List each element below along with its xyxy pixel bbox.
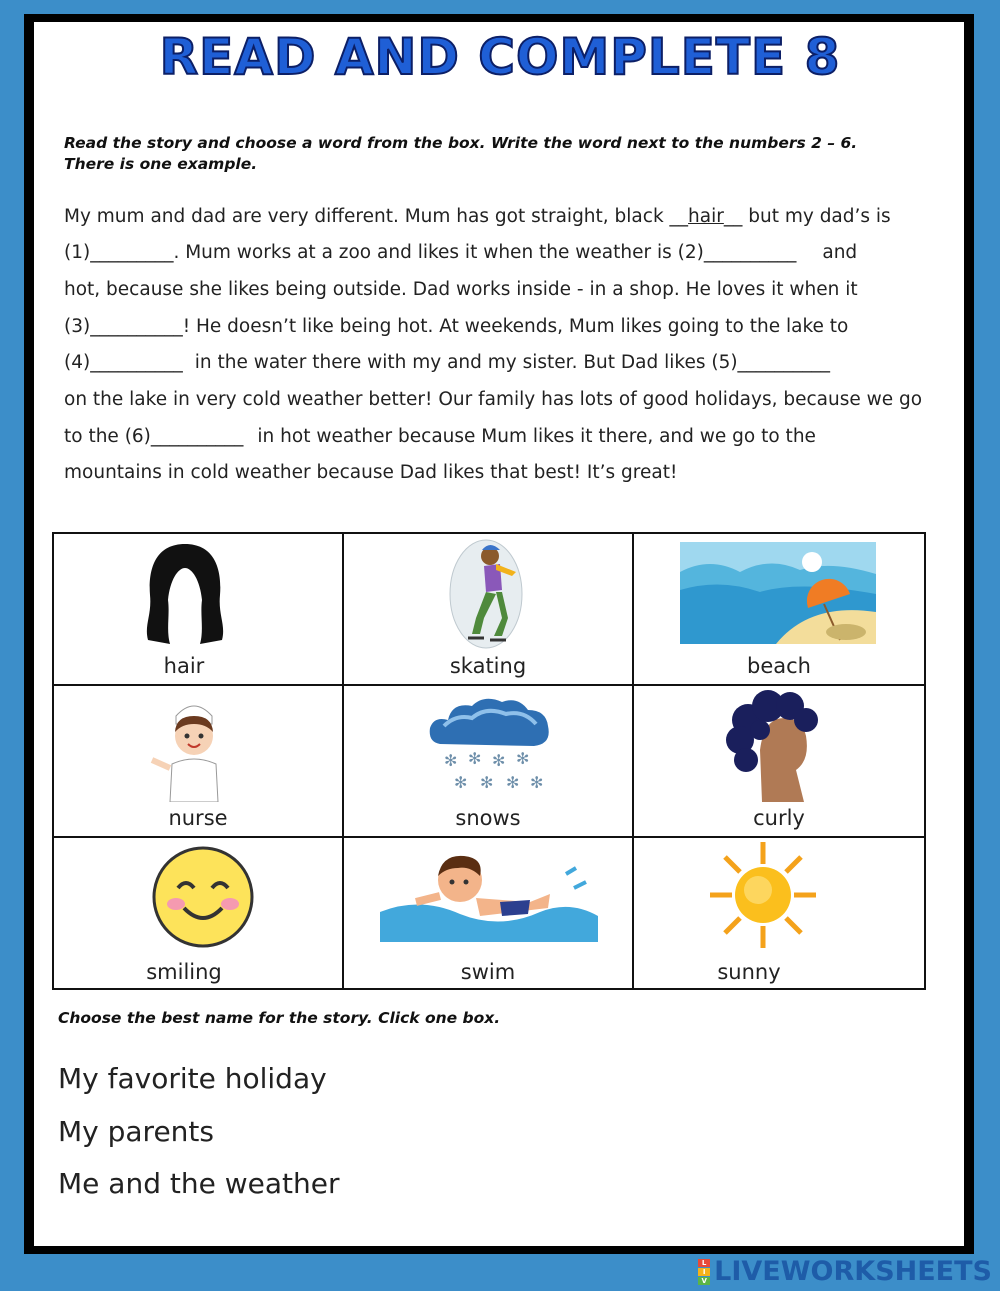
story-line-4[interactable]: (3)__________! He doesn’t like being hot. At weekends, Mum likes going to the lake to: [64, 316, 849, 337]
blank-4[interactable]: (4)__________: [64, 352, 183, 373]
page-title: READ AND COMPLETE 8: [159, 28, 841, 86]
word-label: snows: [455, 806, 521, 830]
hair-icon: [140, 540, 230, 650]
word-label: hair: [163, 654, 205, 678]
word-cell-curly: [634, 686, 924, 838]
option-my-favorite-holiday[interactable]: My favorite holiday: [58, 1062, 327, 1095]
story-line-5: [64, 352, 830, 373]
word-label: curly: [753, 806, 805, 830]
svg-text:✻: ✻: [530, 773, 544, 792]
instructions-line-2: There is one example.: [64, 155, 258, 173]
word-cell-smiling: [54, 838, 344, 990]
word-cell-skating: [344, 534, 634, 686]
word-cell-beach: [634, 534, 924, 686]
word-label: skating: [449, 654, 527, 678]
word-cell-sunny: [634, 838, 924, 990]
svg-text:✻: ✻: [492, 751, 506, 770]
word-label: nurse: [168, 806, 228, 830]
blank-1-2[interactable]: (1)_________. Mum works at a zoo and likes it when the weather is (2)__________: [64, 242, 797, 263]
logo-block: V: [698, 1277, 710, 1285]
story-text-segment: and: [822, 242, 858, 263]
logo-blocks: [698, 1259, 710, 1285]
option-my-parents[interactable]: My parents: [58, 1115, 214, 1148]
word-cell-snows: [344, 686, 634, 838]
story-line-3: hot, because she likes being outside. Dad works inside - in a shop. He loves it when it: [64, 279, 858, 300]
story-line-8: mountains in cold weather because Dad likes that best! It’s great!: [64, 462, 678, 483]
liveworksheets-logo: [698, 1256, 992, 1287]
story-text-segment: __ but my dad’s is: [723, 206, 891, 227]
choose-title-prompt: Choose the best name for the story. Click one box.: [58, 1009, 501, 1027]
word-label: smiling: [146, 960, 222, 984]
curly-hair-icon: [724, 690, 820, 802]
sun-icon: [708, 840, 818, 950]
story-line-2: [64, 242, 857, 263]
word-cell-hair: [54, 534, 344, 686]
instructions: [64, 133, 944, 175]
swimmer-icon: [380, 846, 598, 942]
story-line-6: on the lake in very cold weather better! Our family has lots of good holidays, because we go: [64, 389, 923, 410]
story-text-segment: My mum and dad are very different. Mum has got straight, black __: [64, 206, 689, 227]
logo-text: LIVEWORKSHEETS: [714, 1256, 992, 1287]
blank-5[interactable]: in the water there with my and my sister. But Dad likes (5)__________: [194, 352, 831, 373]
word-label: beach: [747, 654, 811, 678]
smiley-icon: [150, 844, 256, 950]
skater-icon: [446, 538, 526, 650]
instructions-line-1: Read the story and choose a word from the box. Write the word next to the numbers 2 – 6.: [64, 134, 858, 152]
word-box: [52, 532, 926, 990]
story-text-segment: in hot weather because Mum likes it there, and we go to the: [257, 426, 816, 447]
word-label: sunny: [717, 960, 781, 984]
svg-text:✻: ✻: [444, 751, 458, 770]
beach-icon: [680, 542, 876, 644]
story-line-7: [64, 426, 816, 447]
option-me-and-the-weather[interactable]: Me and the weather: [58, 1167, 340, 1200]
example-answer: hair: [688, 206, 724, 227]
snow-cloud-icon: [426, 694, 552, 794]
logo-block: I: [698, 1268, 710, 1276]
word-label: swim: [460, 960, 516, 984]
svg-text:✻: ✻: [480, 773, 494, 792]
logo-block: L: [698, 1259, 710, 1267]
nurse-icon: [146, 694, 242, 802]
blank-6[interactable]: to the (6)__________: [64, 426, 244, 447]
svg-text:✻: ✻: [468, 749, 482, 768]
story-line-1: [64, 206, 891, 227]
word-cell-nurse: [54, 686, 344, 838]
svg-text:✻: ✻: [516, 749, 530, 768]
word-cell-swim: [344, 838, 634, 990]
svg-text:✻: ✻: [454, 773, 468, 792]
svg-text:✻: ✻: [506, 773, 520, 792]
